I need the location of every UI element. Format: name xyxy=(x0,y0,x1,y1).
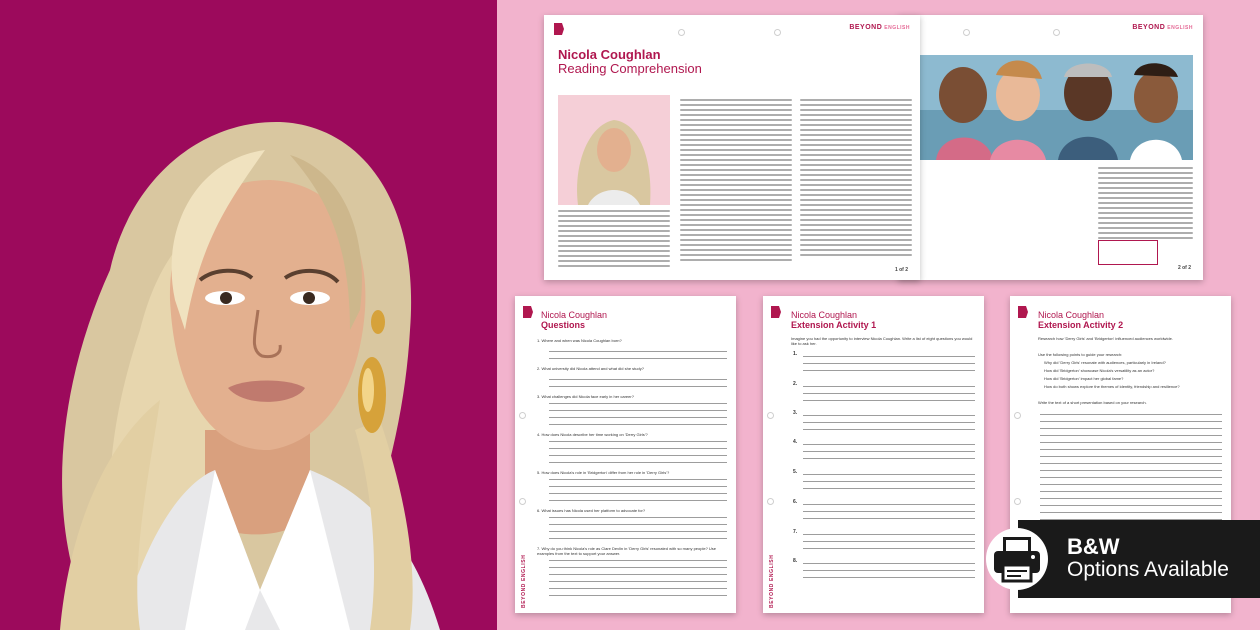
brand-mark-icon xyxy=(1018,306,1028,318)
worksheet-page-1 xyxy=(544,15,920,280)
brand-mark-icon xyxy=(523,306,533,318)
page-number: 1 of 2 xyxy=(894,267,908,273)
research-point: How did 'Bridgerton' impact her global fame? xyxy=(1044,376,1124,381)
question-6: 6. What issues has Nicola used her platform to advocate for? xyxy=(537,508,646,513)
brand-mark-icon xyxy=(771,306,781,318)
badge-subtitle: Options Available xyxy=(1067,558,1229,581)
body-text-column-3 xyxy=(800,99,912,259)
worksheet-questions xyxy=(515,296,736,613)
binder-hole xyxy=(767,412,774,419)
question-4: 4. How does Nicola describe her time working on 'Derry Girls'? xyxy=(537,432,648,437)
question-7: 7. Why do you think Nicola's role as Clare Devlin in 'Derry Girls' resonated with so many people? Use examples from the text to support your answer. xyxy=(537,546,717,556)
binder-hole xyxy=(963,29,970,36)
answer-number: 5. xyxy=(793,469,798,475)
binder-hole xyxy=(519,412,526,419)
badge-title: B&W xyxy=(1067,534,1120,559)
research-point: How do both shows explore the themes of identity, friendship and resilience? xyxy=(1044,384,1180,389)
answer-number: 6. xyxy=(793,499,798,505)
answer-number: 2. xyxy=(793,381,798,387)
binder-hole xyxy=(519,498,526,505)
activity-intro: Imagine you had the opportunity to interview Nicola Coughlan. Write a list of eight questions you would like to ask her. xyxy=(791,336,973,346)
answer-number: 8. xyxy=(793,558,798,564)
binder-hole xyxy=(1053,29,1060,36)
binder-hole xyxy=(767,498,774,505)
brand-mark-icon xyxy=(554,23,564,35)
answer-number: 7. xyxy=(793,529,798,535)
bw-options-badge xyxy=(1018,520,1260,598)
binder-hole xyxy=(678,29,685,36)
question-5: 5. How does Nicola's role in 'Bridgerton' differ from her role in 'Derry Girls'? xyxy=(537,470,670,475)
sheet-title: Nicola Coughlan xyxy=(1038,310,1105,320)
worksheet-page-2 xyxy=(898,15,1203,280)
brand-logo: BEYOND ENGLISH xyxy=(1132,24,1193,31)
page-number: 2 of 2 xyxy=(1177,265,1191,271)
answer-number: 1. xyxy=(793,351,798,357)
body-text xyxy=(1098,167,1193,242)
portrait-thumbnail xyxy=(558,95,670,205)
worksheet-extension-1 xyxy=(763,296,984,613)
activity-guide: Use the following points to guide your research: xyxy=(1038,352,1123,357)
brand-logo: BEYOND ENGLISH xyxy=(849,24,910,31)
page-subtitle: Reading Comprehension xyxy=(558,61,702,76)
body-text-column-2 xyxy=(680,99,792,264)
activity-closing: Write the text of a short presentation based on your research. xyxy=(1038,400,1147,405)
portrait-panel xyxy=(0,0,497,630)
question-1: 1. Where and when was Nicola Coughlan born? xyxy=(537,338,622,343)
answer-number: 4. xyxy=(793,439,798,445)
answer-number: 3. xyxy=(793,410,798,416)
page-title: Nicola Coughlan xyxy=(558,47,661,62)
printer-icon xyxy=(984,527,1050,591)
sheet-subtitle: Extension Activity 1 xyxy=(791,320,877,330)
sheet-title: Nicola Coughlan xyxy=(791,310,858,320)
binder-hole xyxy=(774,29,781,36)
activity-intro: Research how 'Derry Girls' and 'Bridgerton' influenced audiences worldwide. xyxy=(1038,336,1173,341)
binder-hole xyxy=(1014,498,1021,505)
portrait-illustration xyxy=(0,0,497,630)
research-point: Why did 'Derry Girls' resonate with audiences, particularly in Ireland? xyxy=(1044,360,1166,365)
research-point: How did 'Bridgerton' showcase Nicola's versatility as an actor? xyxy=(1044,368,1155,373)
brand-vertical: BEYOND ENGLISH xyxy=(521,554,527,608)
sheet-title: Nicola Coughlan xyxy=(541,310,608,320)
group-illustration xyxy=(918,55,1193,160)
sheet-subtitle: Extension Activity 2 xyxy=(1038,320,1124,330)
question-3: 3. What challenges did Nicola face early in her career? xyxy=(537,394,634,399)
question-2: 2. What university did Nicola attend and what did she study? xyxy=(537,366,644,371)
body-text-column-1 xyxy=(558,210,670,270)
callout-box xyxy=(1098,240,1158,265)
brand-vertical: BEYOND ENGLISH xyxy=(769,554,775,608)
binder-hole xyxy=(1014,412,1021,419)
sheet-subtitle: Questions xyxy=(541,320,586,330)
